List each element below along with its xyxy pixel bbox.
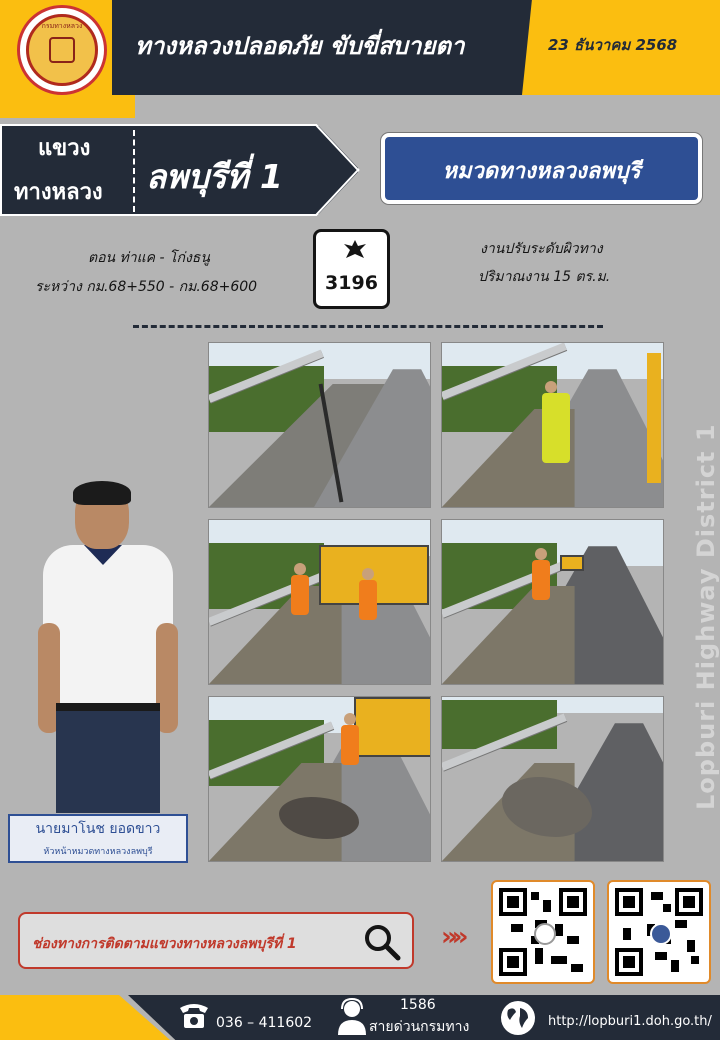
qr-code-facebook[interactable] [607, 880, 711, 984]
route-shield [313, 229, 390, 309]
website-link[interactable]: http://lopburi1.doh.go.th/ [548, 1014, 712, 1029]
district-name: ลพบุรีที่ 1 [146, 157, 283, 196]
official-portrait [38, 483, 178, 813]
logo-ring [26, 14, 98, 86]
district-watermark: Lopburi Highway District 1 [692, 423, 720, 810]
dashed-divider [133, 325, 603, 328]
department-logo [17, 5, 107, 95]
work-type: งานปรับระดับผิวทาง [480, 241, 603, 257]
follow-channel-bar[interactable] [18, 912, 414, 969]
garuda-icon [342, 238, 368, 270]
district-label-line1: แขวง [38, 136, 91, 161]
district-label-line2: ทางหลวง [14, 180, 103, 205]
work-photo [208, 342, 431, 508]
route-number: 3196 [325, 272, 378, 294]
chevrons-right-icon: »» [441, 922, 463, 952]
google-maps-icon [534, 923, 556, 945]
unit-banner [381, 133, 702, 204]
globe-icon [500, 1000, 536, 1036]
facebook-icon [650, 923, 672, 945]
official-name-card [8, 814, 188, 863]
work-photo [441, 342, 664, 508]
work-photo [441, 696, 664, 862]
contact-phone[interactable]: 036 – 411602 [216, 1015, 313, 1031]
logo-emblem-icon [49, 37, 75, 63]
logo-text: กรมทางหลวง [41, 22, 83, 30]
section-name: ตอน ท่าแค - โก่งธนู [88, 250, 210, 266]
work-photo [208, 519, 431, 685]
follow-channel-text: ช่องทางการติดตามแขวงทางหลวงลพบุรีที่ 1 [32, 936, 297, 952]
work-photo [441, 519, 664, 685]
unit-name: หมวดทางหลวงลพบุรี [442, 159, 641, 184]
page-title: ทางหลวงปลอดภัย ขับขี่สบายตา [135, 32, 465, 60]
hotline-label: สายด่วนกรมทาง [369, 1019, 470, 1035]
official-name: นายมาโนช ยอดขาว [35, 821, 161, 837]
report-date: 23 ธันวาคม 2568 [548, 36, 678, 54]
search-icon[interactable] [362, 922, 402, 962]
work-photo [208, 696, 431, 862]
telephone-icon [177, 1000, 211, 1030]
section-km-range: ระหว่าง กม.68+550 - กม.68+600 [35, 279, 258, 295]
qr-code-map[interactable] [491, 880, 595, 984]
work-quantity: ปริมาณงาน 15 ตร.ม. [478, 269, 611, 285]
hotline-number[interactable]: 1586 [400, 997, 436, 1013]
district-divider [133, 130, 135, 212]
official-position: หัวหน้าหมวดทางหลวงลพบุรี [43, 847, 153, 857]
call-center-icon [335, 998, 369, 1036]
